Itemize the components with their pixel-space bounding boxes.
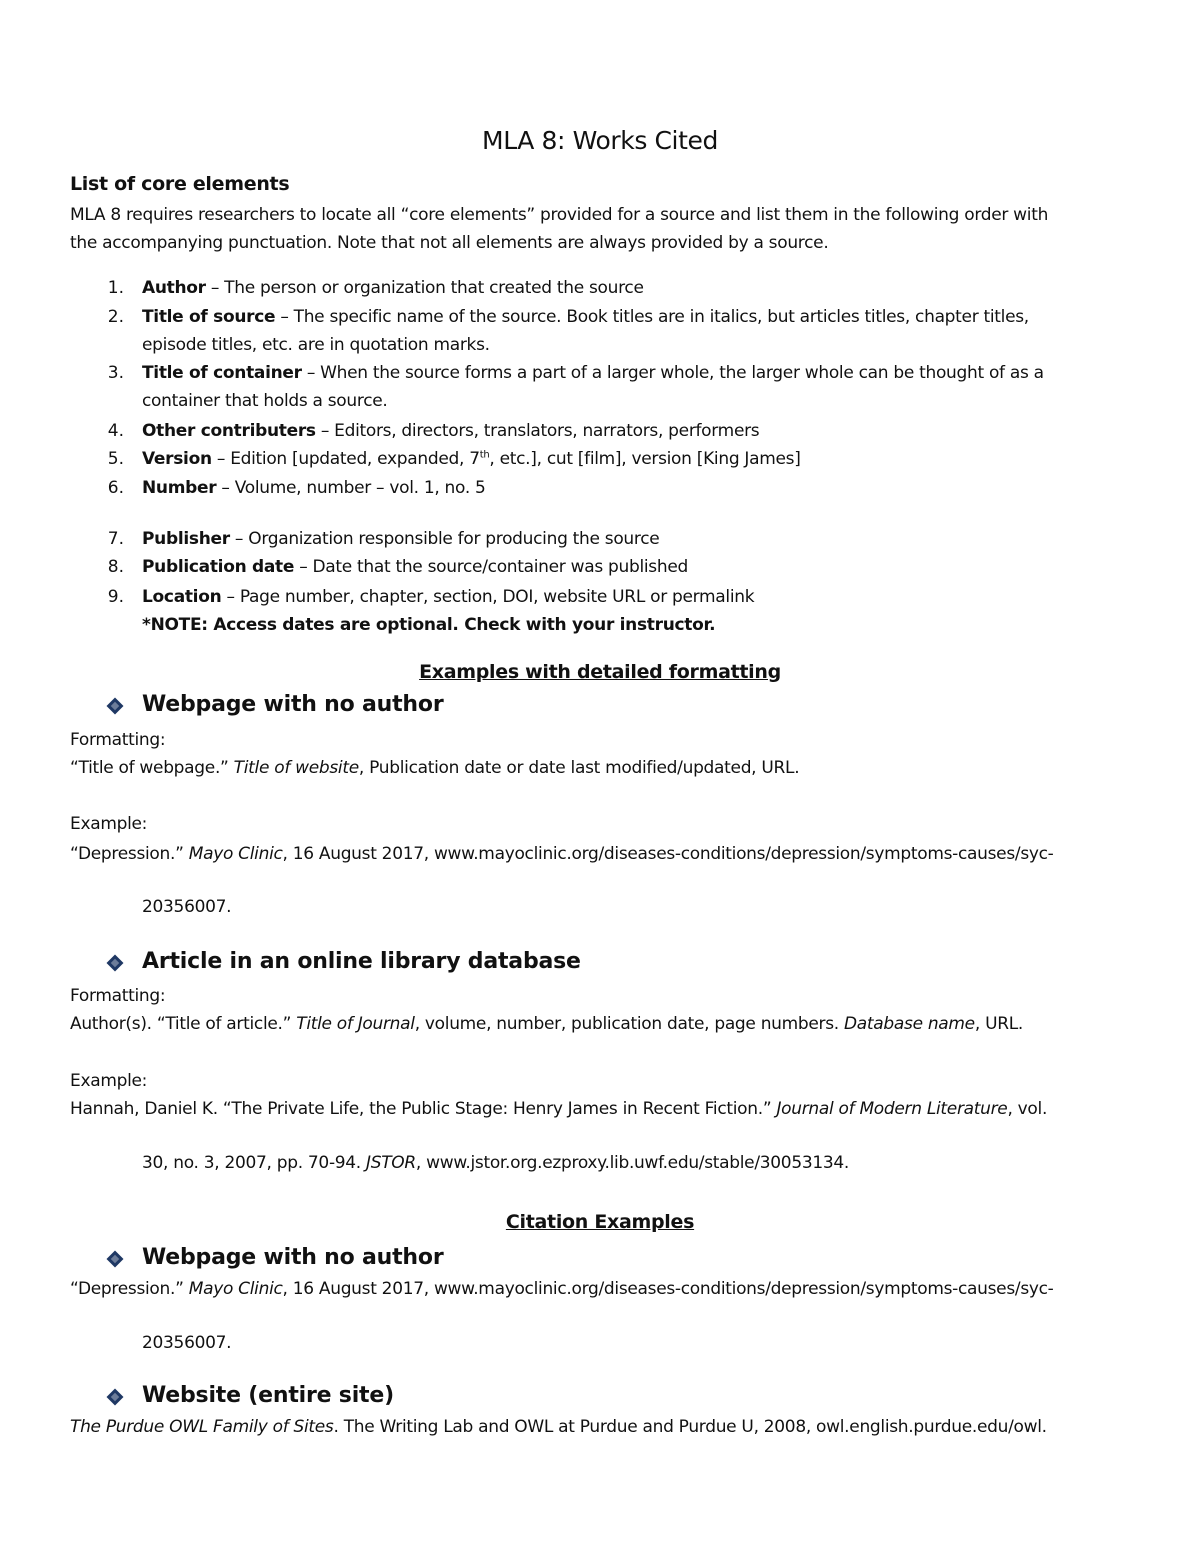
item-desc: – Page number, chapter, section, DOI, website URL or permalink [221, 587, 755, 607]
italic-run: Mayo Clinic [188, 844, 283, 864]
citation-entry [70, 1417, 1047, 1437]
citation-website-heading: Website (entire site) [142, 1383, 394, 1408]
item-term: Publication date [142, 557, 295, 577]
text-run: . The Writing Lab and OWL at Purdue and Purdue U, 2008, owl.english.purdue.edu/owl. [333, 1417, 1047, 1437]
citation-webpage-heading: Webpage with no author [142, 1245, 444, 1270]
list-number: 3. [107, 363, 124, 383]
list-item-continuation: container that holds a source. [142, 391, 388, 411]
access-date-note: *NOTE: Access dates are optional. Check with your instructor. [142, 615, 716, 635]
list-number: 7. [107, 529, 124, 549]
examples-heading: Examples with detailed formatting [419, 661, 781, 683]
item-desc: – Volume, number – vol. 1, no. 5 [216, 478, 486, 498]
diamond-bullet-icon [107, 1251, 124, 1268]
list-item [142, 478, 486, 498]
item-desc: – The person or organization that created the source [205, 278, 644, 298]
text-run: “Title of webpage.” [70, 758, 234, 778]
list-number: 8. [107, 557, 124, 577]
item-term: Location [142, 587, 222, 607]
list-item [142, 587, 754, 607]
citation-entry [70, 1279, 1054, 1299]
list-item-continuation: episode titles, etc. are in quotation marks. [142, 335, 490, 355]
text-run: “Depression.” [70, 844, 189, 864]
item-desc: – When the source forms a part of a larger whole, the larger whole can be thought of as a [301, 363, 1044, 383]
example-citation-continuation [142, 1153, 849, 1173]
text-run: , vol. [1007, 1099, 1048, 1119]
list-number: 2. [107, 307, 124, 327]
citation-examples-heading: Citation Examples [505, 1211, 695, 1233]
text-run: Hannah, Daniel K. “The Private Life, the Public Stage: Henry James in Recent Fiction.” [70, 1099, 777, 1119]
text-run: , volume, number, publication date, page numbers. [414, 1014, 845, 1034]
formatting-label: Formatting: [70, 730, 166, 750]
item-desc: – The specific name of the source. Book titles are in italics, but articles titles, chapter titles, [275, 307, 1029, 327]
item-term: Publisher [142, 529, 230, 549]
list-item [142, 449, 801, 469]
text-run: , www.jstor.org.ezproxy.lib.uwf.edu/stable/30053134. [415, 1153, 849, 1173]
text-run: , 16 August 2017, www.mayoclinic.org/diseases-conditions/depression/symptoms-causes/syc- [282, 1279, 1054, 1299]
example-citation [70, 844, 1054, 864]
item-desc: – Date that the source/container was published [294, 557, 688, 577]
list-number: 9. [107, 587, 124, 607]
list-number: 4. [107, 421, 124, 441]
italic-run: Title of website [233, 758, 359, 778]
example-webpage-heading: Webpage with no author [142, 692, 444, 717]
text-run: , URL. [974, 1014, 1023, 1034]
item-desc: – Organization responsible for producing the source [229, 529, 660, 549]
diamond-bullet-icon [107, 955, 124, 972]
formatting-pattern [70, 1014, 1023, 1034]
list-item [142, 278, 644, 298]
list-item [142, 363, 1044, 383]
italic-run: Mayo Clinic [188, 1279, 283, 1299]
example-article-heading: Article in an online library database [142, 949, 581, 974]
text-run: Author(s). “Title of article.” [70, 1014, 297, 1034]
intro-line-1: MLA 8 requires researchers to locate all “core elements” provided for a source and list them in the following order with [70, 205, 1049, 225]
text-run: 30, no. 3, 2007, pp. 70-94. [142, 1153, 367, 1173]
list-item [142, 421, 759, 441]
diamond-bullet-icon [107, 698, 124, 715]
text-run: , 16 August 2017, www.mayoclinic.org/diseases-conditions/depression/symptoms-causes/syc- [282, 844, 1054, 864]
item-desc: – Edition [updated, expanded, 7 [211, 449, 480, 469]
example-citation [70, 1099, 1047, 1119]
list-item [142, 557, 688, 577]
item-term: Number [142, 478, 217, 498]
list-item [142, 307, 1029, 327]
italic-run: JSTOR [366, 1153, 416, 1173]
citation-entry-continuation: 20356007. [142, 1333, 232, 1353]
example-label: Example: [70, 1071, 148, 1091]
italic-run: The Purdue OWL Family of Sites [70, 1417, 334, 1437]
formatting-pattern [70, 758, 799, 778]
page-title: MLA 8: Works Cited [482, 126, 718, 155]
item-desc: , etc.], cut [film], version [King James] [489, 449, 801, 469]
list-number: 1. [107, 278, 124, 298]
italic-run: Database name [844, 1014, 975, 1034]
list-number: 5. [107, 449, 124, 469]
core-elements-heading: List of core elements [70, 173, 290, 195]
text-run: , Publication date or date last modified/updated, URL. [358, 758, 800, 778]
item-desc: – Editors, directors, translators, narrators, performers [315, 421, 760, 441]
item-term: Other contributers [142, 421, 316, 441]
italic-run: Journal of Modern Literature [776, 1099, 1008, 1119]
item-term: Version [142, 449, 212, 469]
intro-line-2: the accompanying punctuation. Note that not all elements are always provided by a source. [70, 233, 829, 253]
italic-run: Title of Journal [296, 1014, 415, 1034]
superscript: th [479, 449, 490, 461]
item-term: Title of container [142, 363, 302, 383]
diamond-bullet-icon [107, 1389, 124, 1406]
item-term: Author [142, 278, 206, 298]
example-label: Example: [70, 814, 148, 834]
list-number: 6. [107, 478, 124, 498]
item-term: Title of source [142, 307, 276, 327]
formatting-label: Formatting: [70, 986, 166, 1006]
example-citation-continuation: 20356007. [142, 897, 232, 917]
text-run: “Depression.” [70, 1279, 189, 1299]
list-item [142, 529, 659, 549]
